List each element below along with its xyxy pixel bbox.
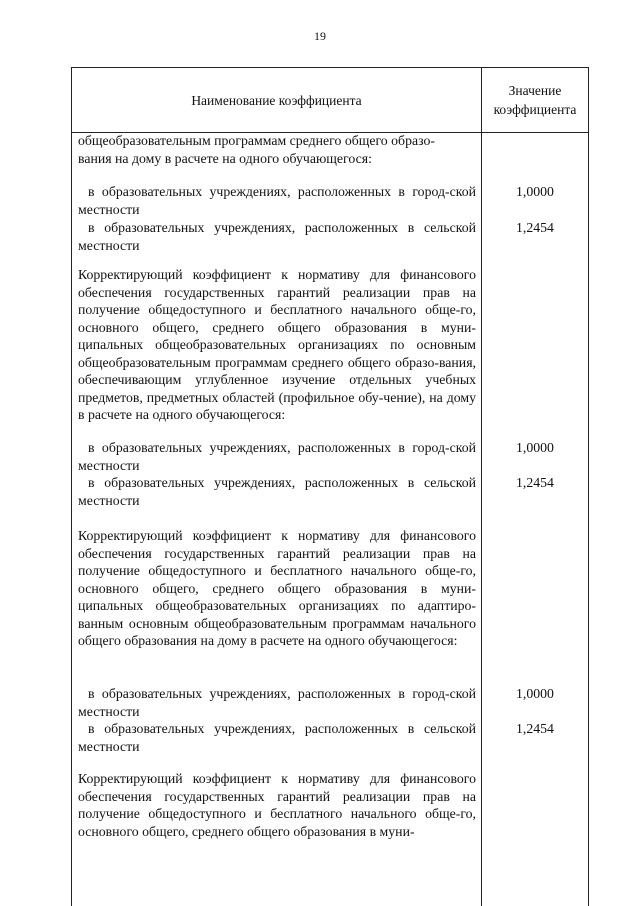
- block-intro: Корректирующий коэффициент к нормативу для финансового обеспечения государственных гарантий реализации прав на получение общедоступного и бесплатного начального обще-го, основного общего, среднего общего образования в муни-ципальных общеобразовательных организациях по основным общеобразовательным программам среднего общего образо-вания, обеспечивающим углубленное изучение отдельных учебных предметов, предметных областей (профильное обу-чение), на дому в расчете на одного обучающегося:: [78, 267, 476, 422]
- header-value-column: [482, 68, 588, 132]
- value-urban: 1,0000: [516, 440, 554, 455]
- item-rural: в образовательных учреждениях, расположенных в сельской местности: [78, 721, 476, 754]
- block-intro: Корректирующий коэффициент к нормативу для финансового обеспечения государственных гарантий реализации прав на получение общедоступного и бесплатного начального обще-го, основного общего, среднего общего образования в муни-ципальных общеобразовательных организациях по адаптиро-ванным основным общеобразовательным программам начального общего образования на дому в расчете на одного обучающегося:: [78, 528, 476, 648]
- item-rural: в образовательных учреждениях, расположенных в сельской местности: [78, 220, 476, 253]
- value-urban: 1,0000: [516, 184, 554, 199]
- coefficients-table: [71, 67, 589, 906]
- value-rural: 1,2454: [516, 721, 554, 736]
- header-value-line2: коэффициента: [493, 102, 577, 117]
- block-intro: [78, 132, 476, 167]
- item-rural: в образовательных учреждениях, расположенных в сельской местности: [78, 475, 476, 508]
- block-intro: Корректирующий коэффициент к нормативу для финансового обеспечения государственных гарантий реализации прав на получение общедоступного и бесплатного начального обще-го, основного общего, среднего общего образования в муни-: [78, 771, 476, 839]
- intro-line: вания на дому в расчете на одного обучающегося:: [78, 150, 372, 166]
- header-name-column: Наименование коэффициента: [191, 93, 362, 108]
- intro-line: общеобразовательным программам среднего общего образо-: [78, 133, 435, 148]
- value-rural: 1,2454: [516, 220, 554, 235]
- value-rural: 1,2454: [516, 475, 554, 490]
- header-value-line1: Значение: [508, 83, 562, 98]
- item-urban: в образовательных учреждениях, расположенных в город-ской местности: [78, 686, 476, 719]
- item-urban: в образовательных учреждениях, расположенных в город-ской местности: [78, 440, 476, 473]
- page-number: 19: [314, 29, 326, 43]
- item-urban: в образовательных учреждениях, расположенных в город-ской местности: [78, 184, 476, 217]
- table-header: [72, 68, 588, 133]
- value-urban: 1,0000: [516, 686, 554, 701]
